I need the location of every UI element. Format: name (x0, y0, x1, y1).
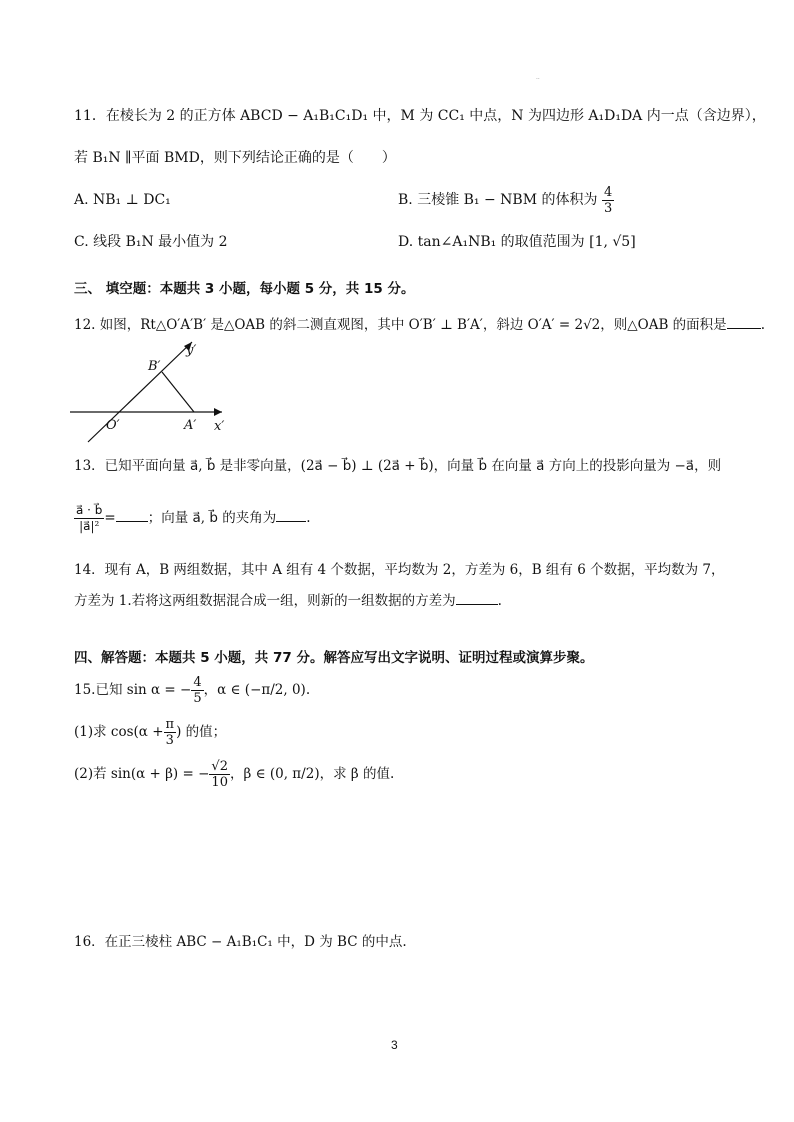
q15-domain: ，α ∈ (−π/2, 0). (203, 682, 311, 698)
q11-option-b-text: B. 三棱锥 B₁ − NBM 的体积为 (398, 192, 598, 208)
q11-stem-line1: 11．在棱长为 2 的正方体 ABCD − A₁B₁C₁D₁ 中，M 为 CC₁ 中点，N 为四边形 A₁D₁DA 内一点（含边界）， (74, 108, 766, 124)
q15-stem (74, 672, 310, 708)
q14-answer-blank[interactable] (456, 590, 498, 605)
q11-option-b (398, 182, 614, 218)
q15-part-2 (74, 756, 394, 792)
fraction-numerator: √2 (211, 759, 228, 774)
q13-equals: = (104, 510, 116, 526)
fraction-denominator: 5 (193, 691, 202, 706)
q15-part-2-end: ，β ∈ (0, π/2)，求 β 的值. (229, 766, 395, 782)
fraction-denominator: 3 (603, 200, 613, 216)
q12-period: . (760, 317, 765, 333)
fraction-numerator: 4 (193, 675, 202, 690)
section-4-heading: 四、解答题：本题共 5 小题，共 77 分。解答应写出文字说明、证明过程或演算步聚。 (74, 650, 594, 666)
label-o-prime: O′ (106, 418, 120, 433)
q13-fraction (74, 503, 104, 534)
q15-text: 15.已知 sin α = − (74, 682, 192, 698)
fraction-numerator: 4 (603, 184, 613, 200)
q15-part-1-text: (1)求 cos(α + (74, 724, 164, 740)
q12-stem (74, 314, 765, 335)
fraction-denominator: |a⃗|² (79, 519, 100, 533)
q15-fraction (191, 675, 203, 706)
q15-part-2-fraction (209, 759, 230, 790)
fraction-numerator: a⃗ · b⃗ (76, 503, 103, 517)
label-x-prime: x′ (214, 419, 225, 434)
fraction-denominator: 3 (165, 733, 174, 748)
q12-answer-blank[interactable] (727, 314, 761, 329)
x-axis-arrow (214, 408, 222, 416)
q14-stem-line1: 14．现有 A，B 两组数据，其中 A 组有 4 个数据，平均数为 2，方差为 6，B 组有 6 个数据，平均数为 7， (74, 562, 725, 578)
corner-mark: ·· (536, 76, 540, 83)
q15-part-1 (74, 714, 226, 750)
label-y-prime: y′ (186, 343, 197, 358)
q11-option-c: C. 线段 B₁N 最小值为 2 (74, 234, 228, 250)
fraction-numerator: π (165, 717, 175, 732)
q16-stem: 16．在正三棱柱 ABC − A₁B₁C₁ 中，D 为 BC 的中点. (74, 934, 407, 950)
section-3-heading: 三、 填空题：本题共 3 小题，每小题 5 分，共 15 分。 (74, 281, 415, 297)
q13-stem-line2 (74, 498, 311, 538)
q13-stem-line1: 13．已知平面向量 a⃗, b⃗ 是非零向量，(2a⃗ − b⃗) ⊥ (2a⃗ + b⃗)，向量 b⃗ 在向量 a⃗ 方向上的投影向量为 −a⃗，则 (74, 458, 722, 474)
fraction-denominator: 10 (211, 775, 228, 790)
q15-part-2-text: (2)若 sin(α + β) = − (74, 766, 210, 782)
label-a-prime: A′ (184, 418, 197, 433)
q14-stem-line2 (74, 590, 502, 611)
y-axis (88, 342, 192, 442)
q11-stem-line2: 若 B₁N ∥平面 BMD，则下列结论正确的是（ ） (74, 150, 396, 166)
q13-answer-blank-2[interactable] (276, 507, 306, 522)
q14-text: 方差为 1.若将这两组数据混合成一组，则新的一组数据的方差为 (74, 593, 456, 609)
q14-period: . (497, 593, 502, 609)
q13-answer-blank-1[interactable] (116, 507, 148, 522)
q12-figure (70, 336, 240, 448)
q11-option-a: A. NB₁ ⊥ DC₁ (74, 192, 171, 208)
q11-option-d: D. tan∠A₁NB₁ 的取值范围为 [1, √5] (398, 234, 636, 250)
page-number: 3 (391, 1038, 398, 1052)
label-b-prime: B′ (148, 359, 161, 374)
q13-period: . (306, 510, 311, 526)
q12-text: 12. 如图，Rt△O′A′B′ 是△OAB 的斜二测直观图，其中 O′B′ ⊥ B′A′，斜边 O′A′ = 2√2，则△OAB 的面积是 (74, 317, 727, 333)
q13-text-angle: ；向量 a⃗, b⃗ 的夹角为 (147, 510, 277, 526)
q15-part-1-end: ) 的值； (176, 724, 227, 740)
segment-b-a (162, 372, 194, 412)
q15-part-1-fraction (164, 717, 177, 748)
q11-option-b-fraction (602, 185, 614, 216)
